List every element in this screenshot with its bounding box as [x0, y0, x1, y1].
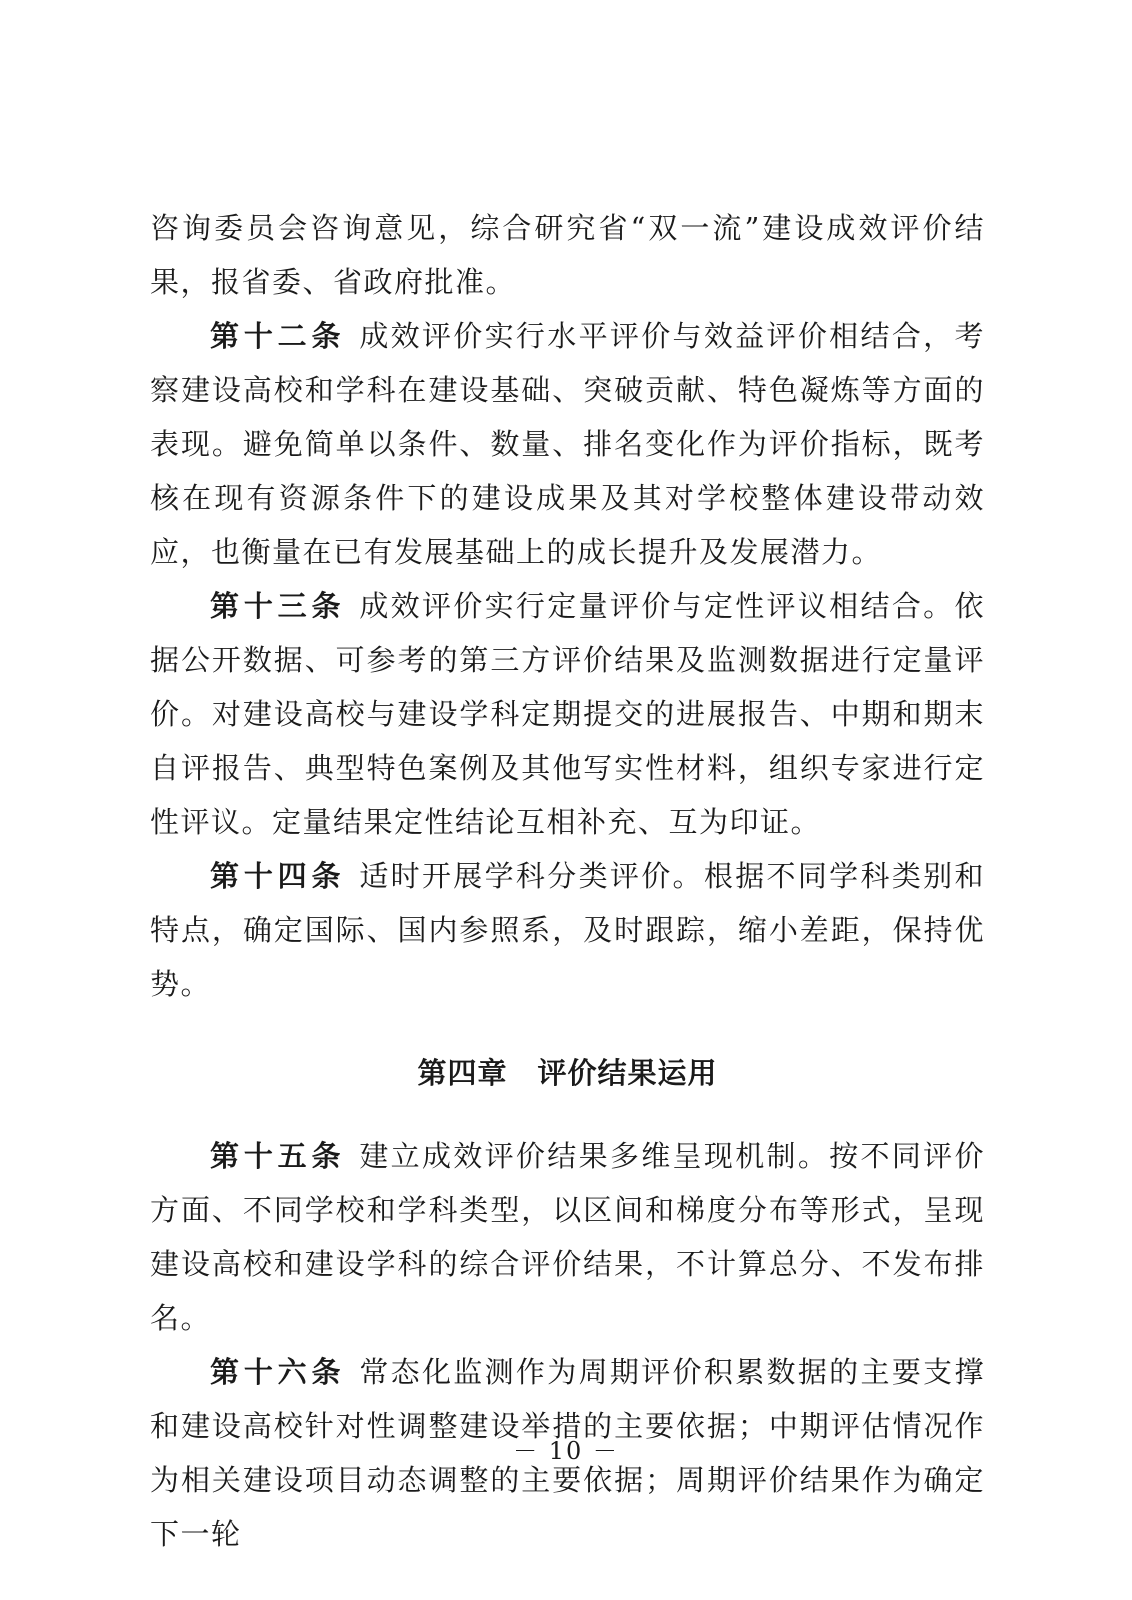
article-13-number: 第十三条	[210, 589, 346, 623]
chapter-number: 第四章	[417, 1056, 508, 1090]
article-12-number: 第十二条	[210, 319, 346, 353]
page-number: － 10 －	[513, 1437, 619, 1465]
article-12-text: 成效评价实行水平评价与效益评价相结合，考察建设高校和学科在建设基础、突破贡献、特色凝炼等方面的表现。避免简单以条件、数量、排名变化作为评价指标，既考核在现有资源条件下的建设成果及其对学校整体建设带动效应，也衡量在已有发展基础上的成长提升及发展潜力。	[150, 319, 985, 569]
article-16-number: 第十六条	[210, 1355, 346, 1389]
article-13-text: 成效评价实行定量评价与定性评议相结合。依据公开数据、可参考的第三方评价结果及监测数据进行定量评价。对建设高校与建设学科定期提交的进展报告、中期和期末自评报告、典型特色案例及其他写实性材料，组织专家进行定性评议。定量结果定性结论互相补充、互为印证。	[150, 589, 985, 839]
article-16-text: 常态化监测作为周期评价积累数据的主要支撑和建设高校针对性调整建设举措的主要依据；中期评估情况作为相关建设项目动态调整的主要依据；周期评价结果作为确定下一轮	[150, 1355, 985, 1551]
chapter-heading	[150, 1053, 985, 1093]
article-13-paragraph	[150, 579, 985, 849]
article-12-paragraph	[150, 309, 985, 579]
chapter-title: 评价结果运用	[537, 1056, 718, 1090]
article-15-paragraph	[150, 1129, 985, 1345]
article-15-text: 建立成效评价结果多维呈现机制。按不同评价方面、不同学校和学科类型，以区间和梯度分布等形式，呈现建设高校和建设学科的综合评价结果，不计算总分、不发布排名。	[150, 1139, 985, 1335]
article-15-number: 第十五条	[210, 1139, 346, 1173]
continuation-paragraph: 咨询委员会咨询意见，综合研究省“双一流”建设成效评价结果，报省委、省政府批准。	[150, 211, 985, 299]
article-14-number: 第十四条	[210, 859, 346, 893]
article-14-text: 适时开展学科分类评价。根据不同学科类别和特点，确定国际、国内参照系，及时跟踪，缩小差距，保持优势。	[150, 859, 985, 1001]
document-body	[150, 201, 985, 1561]
article-14-paragraph	[150, 849, 985, 1011]
